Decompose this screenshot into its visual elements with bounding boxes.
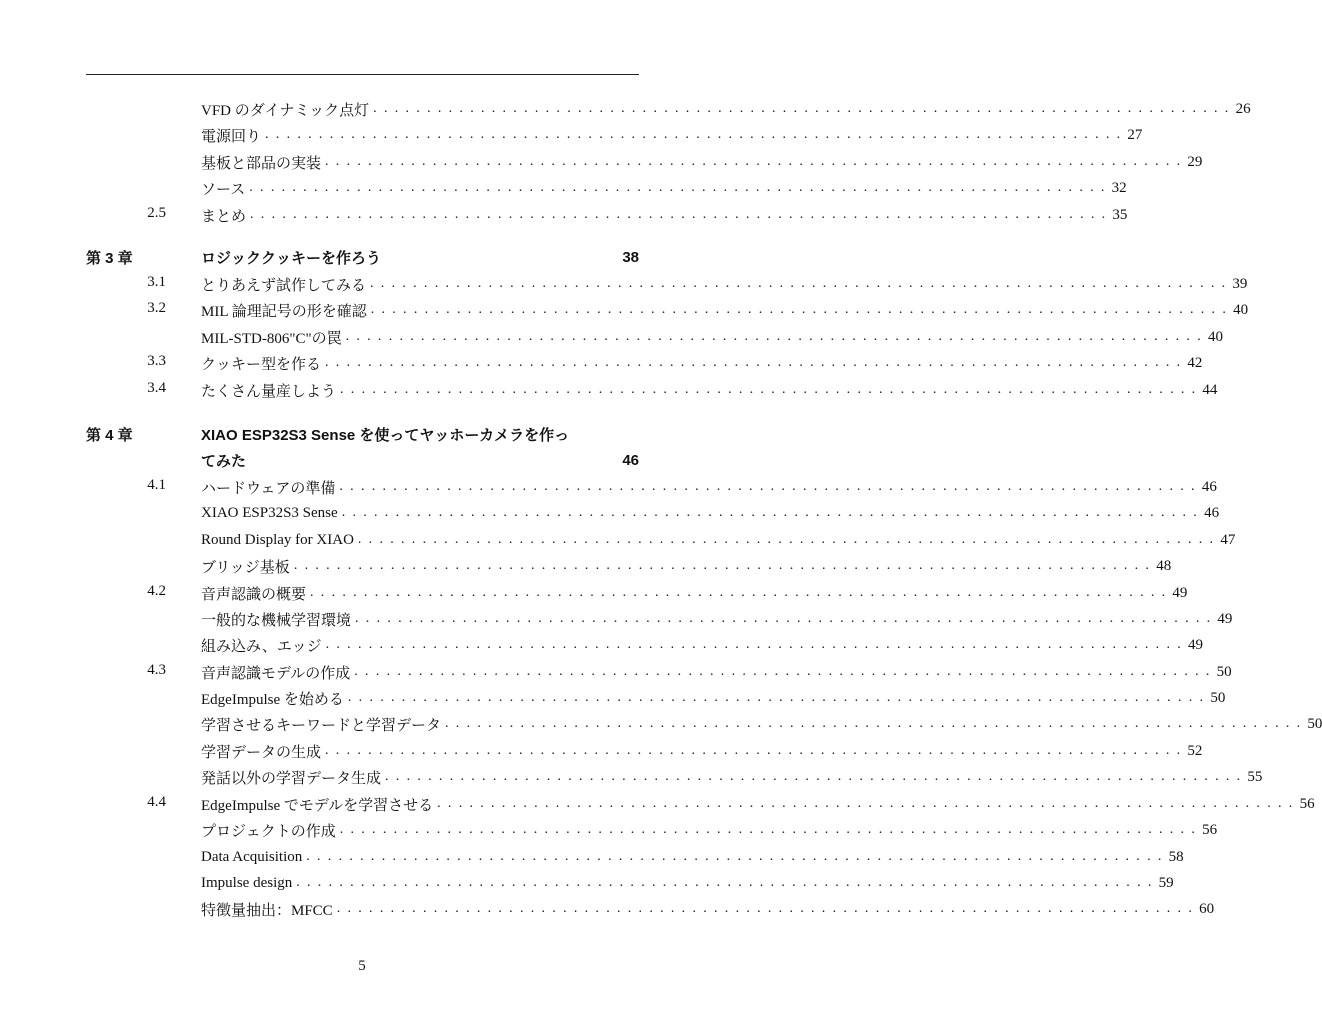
entry-title: たくさん量産しよう xyxy=(201,383,337,400)
toc-entry-line xyxy=(201,97,1251,121)
toc-entry[interactable] xyxy=(86,607,1233,631)
entry-page-number: 55 xyxy=(1247,768,1263,785)
toc-entry-line xyxy=(201,475,1217,499)
leader-dots: ................................................................................ xyxy=(355,611,1218,626)
toc-entry[interactable] xyxy=(86,176,1127,200)
entry-title: XIAO ESP32S3 Sense を使ってヤッホーカメラを作っ xyxy=(201,426,570,444)
section-number: 3.2 xyxy=(147,300,166,316)
leader-dots: ................................................................................ xyxy=(296,875,1159,890)
toc-entry[interactable] xyxy=(86,325,1223,349)
leader-dots: ................................................................................ xyxy=(385,769,1248,784)
entry-title: 特徴量抽出：MFCC xyxy=(201,902,333,919)
entry-page-number: 52 xyxy=(1187,742,1203,759)
entry-title: 発話以外の学習データ生成 xyxy=(201,770,382,787)
page-number: 5 xyxy=(358,958,366,974)
leader-dots: ................................................................................ xyxy=(354,664,1217,679)
toc-entry-line xyxy=(201,765,1263,789)
entry-title: 基板と部品の実装 xyxy=(201,155,322,172)
toc-entry-line xyxy=(201,325,1223,349)
leader-dots: ................................................................................ xyxy=(293,558,1157,573)
entry-page-number: 40 xyxy=(1207,328,1223,345)
toc-entry[interactable] xyxy=(86,660,1232,684)
leader-dots: ................................................................................ xyxy=(445,716,1308,731)
section-number: 2.5 xyxy=(147,205,166,221)
entry-page-number: 60 xyxy=(1199,900,1215,917)
entry-title: MIL 論理記号の形を確認 xyxy=(201,303,367,320)
entry-title: 組み込み、エッジ xyxy=(201,638,322,655)
toc-entry-line xyxy=(201,871,1174,895)
toc-entry-line xyxy=(201,501,1220,525)
entry-page-number: 46 xyxy=(1201,478,1217,495)
entry-page-number: 49 xyxy=(1188,636,1204,653)
entry-page-number: 50 xyxy=(1210,689,1226,706)
leader-dots: ................................................................................ xyxy=(306,849,1169,864)
leader-dots: ................................................................................ xyxy=(341,505,1205,520)
toc-entry-line xyxy=(201,607,1233,631)
toc-entry-line xyxy=(201,897,1215,921)
entry-page-number: 44 xyxy=(1202,381,1218,398)
toc-entry-line xyxy=(201,150,1203,174)
leader-dots: ................................................................................ xyxy=(370,302,1234,317)
toc-entry[interactable] xyxy=(86,422,639,446)
toc-entry[interactable] xyxy=(86,686,1226,710)
toc-entry[interactable] xyxy=(86,298,1249,322)
entry-page-number: 46 xyxy=(622,451,639,469)
toc-entry-line xyxy=(201,351,1203,375)
entry-title: ロジッククッキーを作ろう xyxy=(201,249,382,267)
leader-dots: ................................................................................ xyxy=(370,276,1233,291)
toc-entry-line xyxy=(201,203,1128,227)
entry-page-number: 56 xyxy=(1299,795,1315,812)
entry-title: 学習データの生成 xyxy=(201,744,322,761)
toc-entry[interactable] xyxy=(86,581,1188,605)
leader-dots: ................................................................................ xyxy=(249,180,1112,195)
chapter-number: 第 3 章 xyxy=(86,250,133,267)
leader-dots: ................................................................................ xyxy=(325,743,1188,758)
entry-page-number: 50 xyxy=(1216,663,1232,680)
entry-title: ハードウェアの準備 xyxy=(201,480,336,497)
toc-entry-line xyxy=(201,298,1249,322)
toc-entry-line xyxy=(201,739,1203,763)
entry-page-number: 35 xyxy=(1112,206,1128,223)
entry-title: ソース xyxy=(201,181,246,198)
toc-entry[interactable] xyxy=(86,501,1220,525)
entry-title: 一般的な機械学習環境 xyxy=(201,612,352,629)
toc-entry[interactable] xyxy=(86,378,1218,402)
toc-entry[interactable] xyxy=(86,528,1236,552)
toc-entry[interactable] xyxy=(86,554,1172,578)
entry-title: クッキー型を作る xyxy=(201,356,322,373)
toc-entry[interactable] xyxy=(86,203,1128,227)
entry-title: EdgeImpulse でモデルを学習させる xyxy=(201,797,434,814)
section-number: 3.4 xyxy=(147,380,166,396)
toc-entry[interactable] xyxy=(86,871,1174,895)
leader-dots: ................................................................................ xyxy=(340,382,1203,397)
toc-entry-line xyxy=(201,422,639,446)
section-number: 4.4 xyxy=(147,794,166,810)
leader-dots: ................................................................................ xyxy=(347,690,1211,705)
entry-title: EdgeImpulse を始める xyxy=(201,691,344,708)
toc-entry[interactable] xyxy=(86,272,1248,296)
entry-page-number: 26 xyxy=(1235,100,1251,117)
entry-title: Impulse design xyxy=(201,874,293,891)
section-number: 4.1 xyxy=(147,477,166,493)
toc-entry[interactable] xyxy=(86,897,1215,921)
toc-entry[interactable] xyxy=(86,475,1217,499)
toc-entry-line xyxy=(201,176,1127,200)
toc-entry-line xyxy=(201,528,1236,552)
leader-dots: ................................................................................ xyxy=(336,901,1200,916)
entry-page-number: 46 xyxy=(1204,504,1220,521)
toc-entry[interactable] xyxy=(86,351,1203,375)
entry-page-number: 38 xyxy=(622,248,639,266)
leader-dots: ................................................................................ xyxy=(325,637,1189,652)
entry-title: 学習させるキーワードと学習データ xyxy=(201,717,442,734)
entry-page-number: 40 xyxy=(1233,301,1249,318)
entry-page-number: 49 xyxy=(1172,584,1188,601)
leader-dots: ................................................................................ xyxy=(250,207,1113,222)
toc-entry-line xyxy=(201,660,1232,684)
toc-entry[interactable] xyxy=(86,845,1184,869)
leader-dots: ................................................................................ xyxy=(437,796,1300,811)
chapter-number: 第 4 章 xyxy=(86,427,133,444)
toc-entry[interactable] xyxy=(86,792,1315,816)
leader-dots: ................................................................................ xyxy=(325,355,1188,370)
toc-entry-line xyxy=(201,123,1143,147)
leader-dots: ................................................................................ xyxy=(310,585,1173,600)
leader-dots: ................................................................................ xyxy=(325,154,1188,169)
toc-entry-line xyxy=(201,272,1248,296)
section-number: 3.1 xyxy=(147,274,166,290)
leader-dots: ................................................................................ xyxy=(357,532,1221,547)
entry-page-number: 27 xyxy=(1127,126,1143,143)
entry-title: VFD のダイナミック点灯 xyxy=(201,102,370,119)
toc-entry-line xyxy=(201,581,1188,605)
entry-page-number: 39 xyxy=(1232,275,1248,292)
toc-entry[interactable] xyxy=(86,633,1204,657)
toc-entry[interactable] xyxy=(86,765,1263,789)
entry-title: まとめ xyxy=(201,208,247,225)
entry-title: XIAO ESP32S3 Sense xyxy=(201,504,338,521)
entry-page-number: 32 xyxy=(1111,179,1127,196)
toc-entry[interactable] xyxy=(86,245,639,269)
entry-title: てみた xyxy=(201,452,247,470)
entry-page-number: 29 xyxy=(1187,153,1203,170)
leader-dots: ................................................................................ xyxy=(265,127,1128,142)
entry-title: プロジェクトの作成 xyxy=(201,823,336,840)
entry-page-number: 47 xyxy=(1220,531,1236,548)
entry-title: ブリッジ基板 xyxy=(201,559,290,576)
entry-page-number: 59 xyxy=(1158,874,1174,891)
toc-entry-line xyxy=(201,448,639,472)
entry-page-number: 50 xyxy=(1307,715,1322,732)
toc-entry[interactable] xyxy=(86,123,1143,147)
section-number: 4.3 xyxy=(147,662,166,678)
entry-title: 音声認識モデルの作成 xyxy=(201,665,351,682)
entry-title: Data Acquisition xyxy=(201,848,303,865)
toc-entry[interactable] xyxy=(86,712,1322,736)
entry-title: とりあえず試作してみる xyxy=(201,277,367,294)
entry-title: 音声認識の概要 xyxy=(201,586,307,603)
entry-title: Round Display for XIAO xyxy=(201,531,354,548)
toc-entry[interactable] xyxy=(86,818,1218,842)
leader-dots: ................................................................................ xyxy=(373,101,1236,116)
toc-entry-line xyxy=(201,554,1172,578)
toc-entry-line xyxy=(201,818,1218,842)
entry-page-number: 48 xyxy=(1156,557,1172,574)
toc-entry-line xyxy=(201,378,1218,402)
toc-entry-line xyxy=(201,712,1322,736)
section-number: 4.2 xyxy=(147,583,166,599)
leader-dots: ................................................................................ xyxy=(345,329,1208,344)
entry-title: MIL-STD-806"C"の罠 xyxy=(201,330,342,347)
leader-dots: ................................................................................ xyxy=(339,479,1202,494)
header-rule xyxy=(86,74,639,75)
toc-entry-line xyxy=(201,792,1315,816)
section-number: 3.3 xyxy=(147,353,166,369)
toc-entry-line xyxy=(201,633,1204,657)
entry-page-number: 58 xyxy=(1168,848,1184,865)
entry-page-number: 42 xyxy=(1187,354,1203,371)
toc-entry[interactable] xyxy=(86,448,639,472)
toc-entry[interactable] xyxy=(86,97,1251,121)
toc-entry-line xyxy=(201,245,639,269)
toc-entry-line xyxy=(201,686,1226,710)
entry-page-number: 56 xyxy=(1202,821,1218,838)
leader-dots: ................................................................................ xyxy=(339,822,1203,837)
toc-entry[interactable] xyxy=(86,150,1203,174)
toc-entry[interactable] xyxy=(86,739,1203,763)
entry-title: 電源回り xyxy=(201,128,262,145)
entry-page-number: 49 xyxy=(1217,610,1233,627)
toc-entry-line xyxy=(201,845,1184,869)
